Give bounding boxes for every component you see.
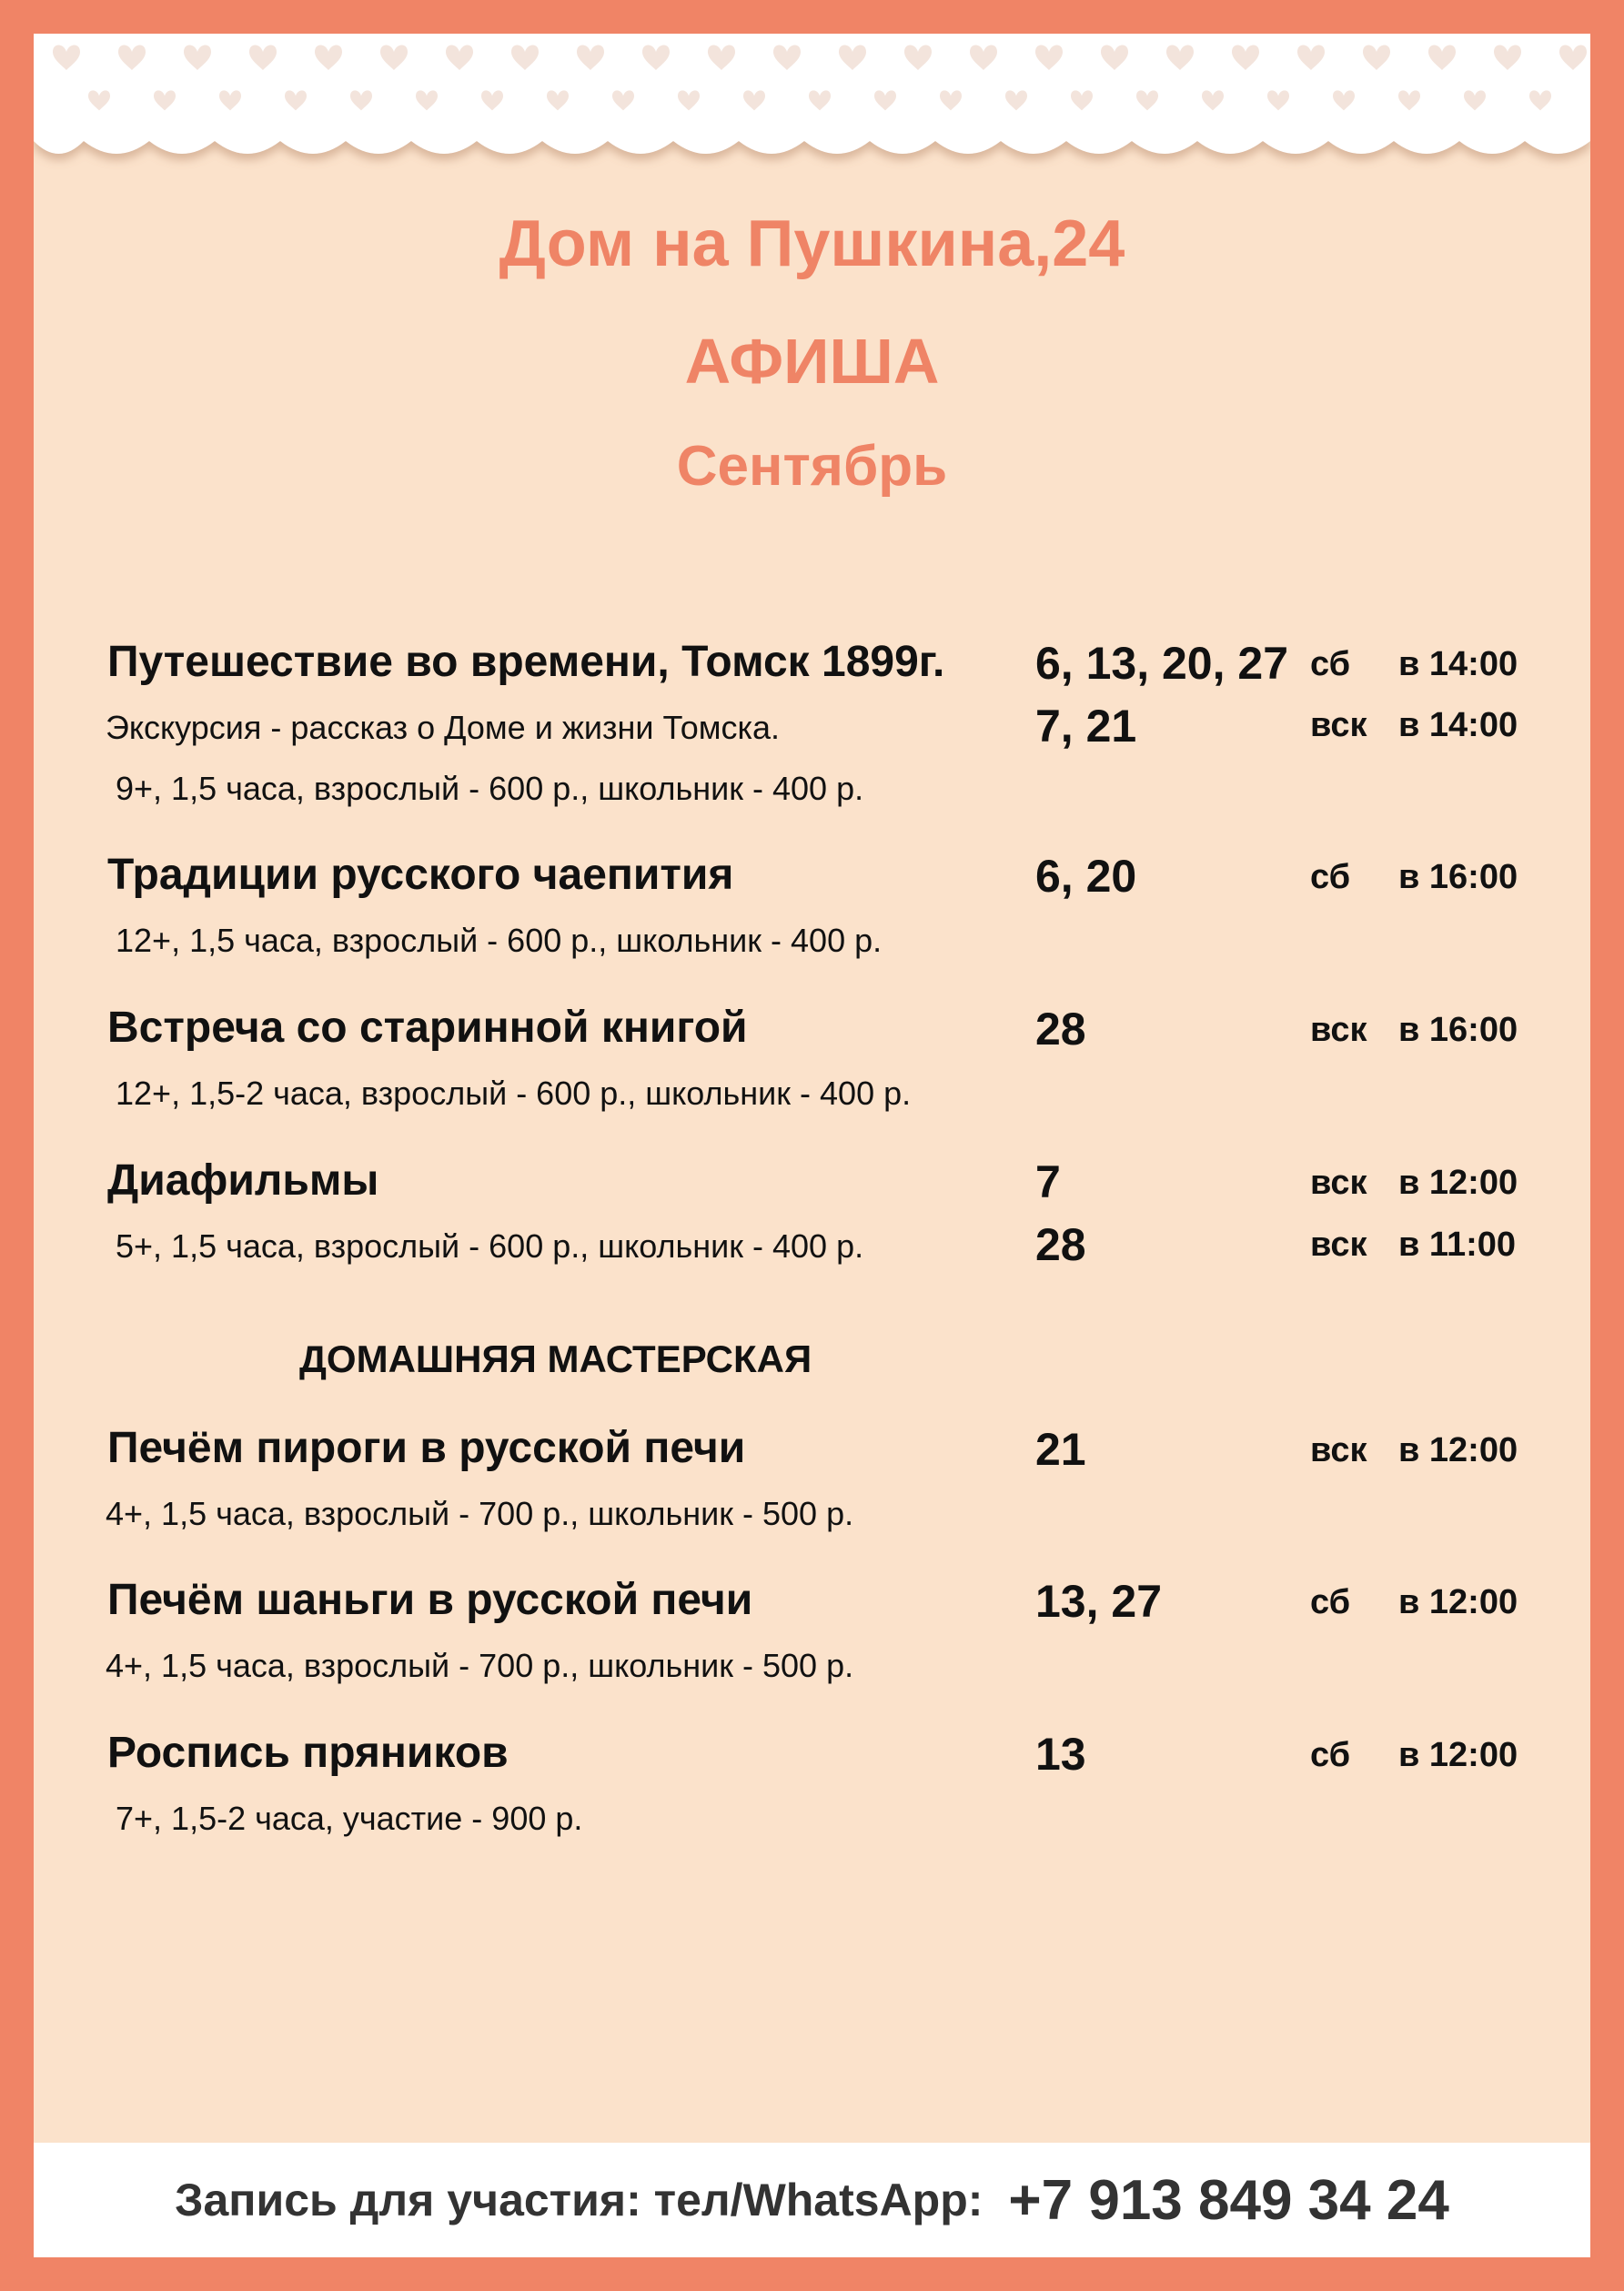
event-title: Традиции русского чаепития xyxy=(107,851,734,899)
event-details: 12+, 1,5 часа, взрослый - 600 р., школьник - 400 р. xyxy=(116,922,883,959)
footer-bar xyxy=(34,2143,1590,2257)
poster-title: АФИША xyxy=(684,326,940,397)
event-dates: 7 xyxy=(1035,1156,1061,1207)
event-time: в 14:00 xyxy=(1398,706,1518,744)
event-day: сб xyxy=(1310,1736,1351,1774)
event-details: 5+, 1,5 часа, взрослый - 600 р., школьник - 400 р. xyxy=(116,1227,864,1265)
event-day: вск xyxy=(1310,1164,1367,1202)
event-details: 12+, 1,5-2 часа, взрослый - 600 р., школьник - 400 р. xyxy=(116,1075,912,1112)
event-details: 4+, 1,5 часа, взрослый - 700 р., школьник - 500 р. xyxy=(106,1495,854,1532)
contact-line xyxy=(34,2143,1590,2257)
event-day: вск xyxy=(1310,1226,1367,1264)
event-time: в 11:00 xyxy=(1398,1226,1517,1264)
lace-border-decoration xyxy=(34,34,1590,170)
event-title: Печём шаньги в русской печи xyxy=(107,1576,753,1624)
event-description: Экскурсия - рассказ о Доме и жизни Томска. xyxy=(106,709,781,746)
event-details: 4+, 1,5 часа, взрослый - 700 р., школьник - 500 р. xyxy=(106,1647,854,1684)
event-dates: 13 xyxy=(1035,1729,1086,1780)
event-time: в 14:00 xyxy=(1398,645,1518,683)
event-title: Путешествие во времени, Томск 1899г. xyxy=(107,638,945,686)
phone-number[interactable]: +7 913 849 34 24 xyxy=(1008,2168,1449,2232)
event-time: в 16:00 xyxy=(1398,1011,1518,1049)
event-time: в 16:00 xyxy=(1398,858,1518,896)
event-time: в 12:00 xyxy=(1398,1583,1518,1621)
event-day: вск xyxy=(1310,1011,1367,1049)
event-day: сб xyxy=(1310,645,1351,683)
event-dates: 21 xyxy=(1035,1424,1086,1475)
contact-label: Запись для участия: тел/WhatsApp: xyxy=(175,2175,983,2225)
event-time: в 12:00 xyxy=(1398,1736,1518,1774)
event-dates: 28 xyxy=(1035,1219,1086,1270)
event-dates: 7, 21 xyxy=(1035,701,1137,752)
event-title: Роспись пряников xyxy=(107,1729,509,1777)
event-title: Встреча со старинной книгой xyxy=(107,1004,748,1052)
event-dates: 28 xyxy=(1035,1004,1086,1055)
event-details: 7+, 1,5-2 часа, участие - 900 р. xyxy=(116,1800,583,1837)
event-details: 9+, 1,5 часа, взрослый - 600 р., школьник - 400 р. xyxy=(116,770,864,807)
event-day: сб xyxy=(1310,858,1351,896)
event-dates: 6, 20 xyxy=(1035,851,1137,902)
venue-title: Дом на Пушкина,24 xyxy=(499,207,1125,280)
event-title: Печём пироги в русской печи xyxy=(107,1424,746,1472)
poster xyxy=(34,34,1590,2257)
event-day: сб xyxy=(1310,1583,1351,1621)
event-day: вск xyxy=(1310,706,1367,744)
event-time: в 12:00 xyxy=(1398,1164,1518,1202)
event-day: вск xyxy=(1310,1431,1367,1469)
workshop-heading: ДОМАШНЯЯ МАСТЕРСКАЯ xyxy=(299,1337,812,1380)
event-dates: 13, 27 xyxy=(1035,1576,1163,1627)
event-time: в 12:00 xyxy=(1398,1431,1518,1469)
event-dates: 6, 13, 20, 27 xyxy=(1035,638,1289,689)
month-title: Сентябрь xyxy=(676,435,948,498)
event-title: Диафильмы xyxy=(107,1156,379,1205)
